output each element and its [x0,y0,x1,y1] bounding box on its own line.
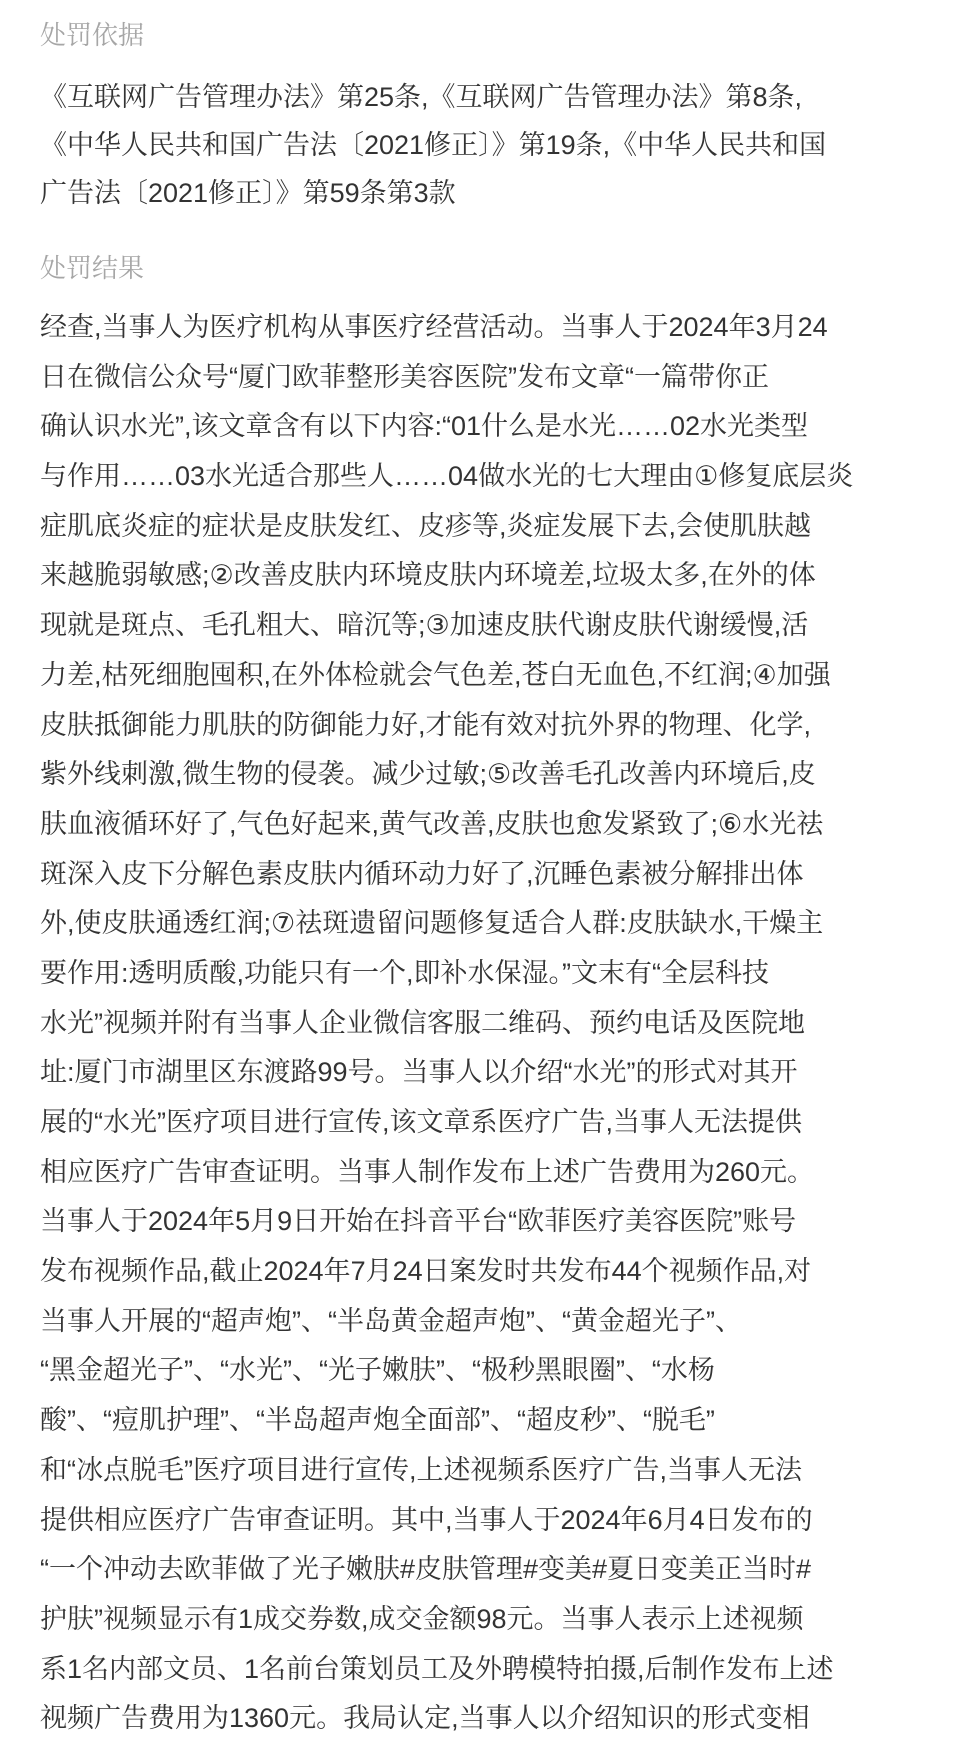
text-line: 水光”视频并附有当事人企业微信客服二维码、预约电话及医院地 [40,1007,805,1038]
text-line: 经查,当事人为医疗机构从事医疗经营活动。当事人于2024年3月24 [40,312,828,342]
text-line: 来越脆弱敏感;②改善皮肤内环境皮肤内环境差,垃圾太多,在外的体 [40,560,816,591]
penalty-result-text [40,303,960,1744]
text-line: 确认识水光”,该文章含有以下内容:“01什么是水光……02水光类型 [40,411,809,442]
section-heading-penalty-basis: 处罚依据 [40,20,145,50]
text-line: 要作用:透明质酸,功能只有一个,即补水保湿。”文末有“全层科技 [40,957,769,988]
text-line: 相应医疗广告审查证明。当事人制作发布上述广告费用为260元。 [40,1156,815,1187]
text-line: 酸”、“痘肌护理”、“半岛超声炮全面部”、“超皮秒”、“脱毛” [40,1405,715,1436]
text-line: 广告法〔2021修正〕》第59条第3款 [40,178,456,208]
text-line: 力差,枯死细胞囤积,在外体检就会气色差,苍白无血色,不红润;④加强 [40,659,831,690]
text-line: 现就是斑点、毛孔粗大、暗沉等;③加速皮肤代谢皮肤代谢缓慢,活 [40,610,809,641]
text-line: 症肌底炎症的症状是皮肤发红、皮疹等,炎症发展下去,会使肌肤越 [40,510,812,541]
text-line: 日在微信公众号“厦门欧菲整形美容医院”发布文章“一篇带你正 [40,361,769,392]
text-line: 展的“水光”医疗项目进行宣传,该文章系医疗广告,当事人无法提供 [40,1107,802,1137]
text-line: 提供相应医疗广告审查证明。其中,当事人于2024年6月4日发布的 [40,1504,813,1535]
text-line: 址:厦门市湖里区东渡路99号。当事人以介绍“水光”的形式对其开 [40,1057,798,1088]
text-line: 皮肤抵御能力肌肤的防御能力好,才能有效对抗外界的物理、化学, [40,709,812,740]
text-line: 和“冰点脱毛”医疗项目进行宣传,上述视频系医疗广告,当事人无法 [40,1454,802,1485]
penalty-basis-text [40,73,960,217]
text-line: 当事人开展的“超声炮”、“半岛黄金超声炮”、“黄金超光子”、 [40,1305,742,1336]
text-line: 紫外线刺激,微生物的侵袭。减少过敏;⑤改善毛孔改善内环境后,皮 [40,759,816,790]
text-line: “黑金超光子”、“水光”、“光子嫩肤”、“极秒黑眼圈”、“水杨 [40,1355,715,1386]
text-line: 与作用……03水光适合那些人……04做水光的七大理由①修复底层炎 [40,461,854,492]
text-line: 斑深入皮下分解色素皮肤内循环动力好了,沉睡色素被分解排出体 [40,858,804,889]
text-line: 《中华人民共和国广告法〔2021修正〕》第19条,《中华人民共和国 [40,130,827,160]
text-line: 外,使皮肤通透红润;⑦祛斑遗留问题修复适合人群:皮肤缺水,干燥主 [40,908,824,939]
text-line: “一个冲动去欧菲做了光子嫩肤#皮肤管理#变美#夏日变美正当时# [40,1554,812,1585]
text-line: 发布视频作品,截止2024年7月24日案发时共发布44个视频作品,对 [40,1256,812,1287]
text-line: 肤血液循环好了,气色好起来,黄气改善,皮肤也愈发紧致了;⑥水光祛 [40,808,824,839]
text-line: 《互联网广告管理办法》第25条,《互联网广告管理办法》第8条, [40,82,803,112]
text-line: 当事人于2024年5月9日开始在抖音平台“欧菲医疗美容医院”账号 [40,1206,797,1237]
text-line: 护肤”视频显示有1成交券数,成交金额98元。当事人表示上述视频 [40,1603,804,1634]
section-heading-penalty-result: 处罚结果 [40,253,145,283]
text-line: 系1名内部文员、1名前台策划员工及外聘模特拍摄,后制作发布上述 [40,1653,834,1684]
text-line: 视频广告费用为1360元。我局认定,当事人以介绍知识的形式变相 [40,1703,810,1734]
